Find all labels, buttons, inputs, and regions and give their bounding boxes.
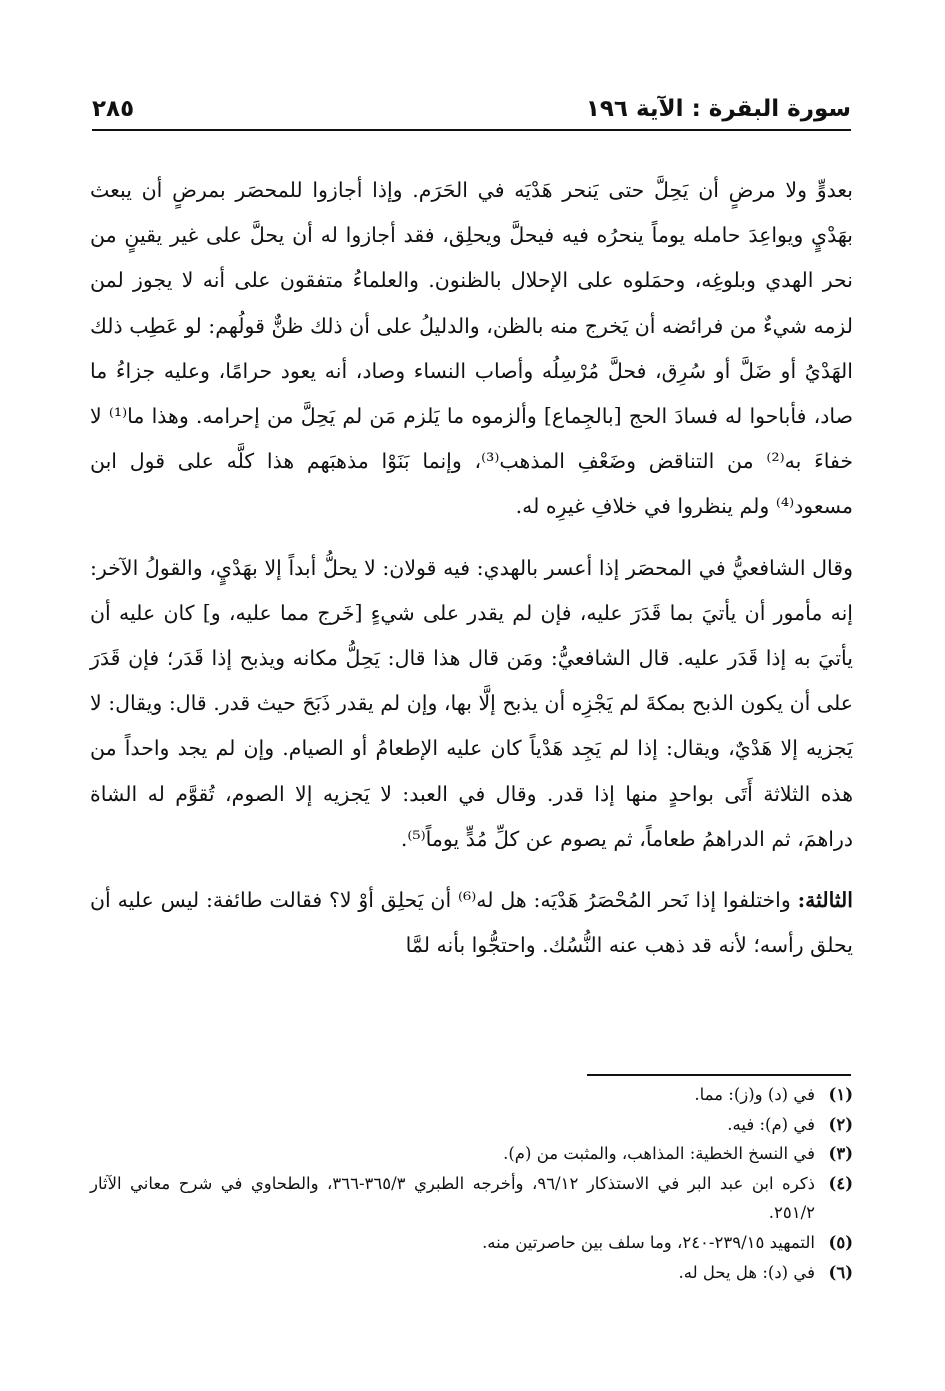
footnote [90,1258,853,1288]
footnote [90,1228,853,1258]
footnote-text: في (د) و(ز): مما. [694,1085,815,1104]
footnote-number: (١) [828,1085,853,1104]
footnote [90,1110,853,1140]
page-number: ٢٨٥ [92,96,135,122]
footnote-number: (٥) [828,1232,853,1252]
footnote-number: (٢) [828,1114,853,1134]
footnotes [90,1080,853,1287]
footnote [90,1139,853,1169]
paragraph: وقال الشافعيُّ في المحصَر إذا أعسر بالهدي: فيه قولان: لا يحلُّ أبداً إلا بهَدْيٍ، والقولُ الآخر: إنه مأمور أن يأتيَ بما قَدَرَ عليه، فإن لم يقدر على شيءٍ [خَرج مما عليه، و] كان عليه أن يأتيَ به إذا قَدَر عليه. قال الشافعيُّ: ومَن قال هذا قال: يَحِلُّ مكانه ويذبح إذا قَدَر؛ فإن قَدَرَ على أن يكون الذبح بمكةَ لم يَجْزِه أن يذبح إلَّا بها، وإن لم يقدر ذَبَحَ حيث قدر. قال: ويقال: لا يَجزيه إلا هَدْيٌ، ويقال: إذا لم يَجِد هَدْياً كان عليه الإطعامُ أو الصيام. وإن لم يجد واحداً من هذه الثلاثة أَتَى بواحدٍ منها إذا قدر. وقال في العبد: لا يَجزيه إلا الصوم، تُقوَّم له الشاة دراهمَ، ثم الدراهمُ طعاماً، ثم يصوم عن كلِّ مُدٍّ يوماً⁽⁵⁾. [90,555,853,851]
footnote-text: في (م): فيه. [727,1114,815,1134]
footnote-text: التمهيد ٢٣٩/١٥-٢٤٠، وما سلف بين حاصرتين منه. [482,1232,815,1252]
main-text [90,168,853,968]
page-header [92,92,851,126]
running-title: سورة البقرة : الآية ١٩٦ [585,96,851,122]
paragraph: بعدوٍّ ولا مرضٍ أن يَحِلَّ حتى يَنحر هَدْيَه في الحَرَم. وإذا أجازوا للمحصَر بمرضٍ أن يبعث بهَدْيٍ ويواعِدَ حامله يوماً ينحرُه فيه فيحلَّ ويحلِق، فقد أجازوا له أن يحلَّ على غير يقينٍ من نحر الهدي وبلوغِه، وحمَلوه على الإحلال بالظنون. والعلماءُ متفقون على أنه لا يجوز لمن لزمه شيءٌ من فرائضه أن يَخرج منه بالظن، والدليلُ على أن ذلك ظنٌّ قولُهم: لو عَطِب ذلك الهَدْيُ أو ضَلَّ أو سُرِق، فحلَّ مُرْسِلُه وأصاب النساء وصاد، أنه يعود حرامًا، وعليه جزاءُ ما صاد، فأباحوا له فسادَ الحج [بالجِماع] وألزموه ما يَلزم مَن لم يَحِلَّ من إحرامه. وهذا ما⁽¹⁾ لا خفاءَ به⁽²⁾ من التناقض وضَعْفِ المذهب⁽³⁾، وإنما بَنَوْا مذهبَهم هذا كلَّه على قول ابن مسعود⁽⁴⁾ ولم ينظروا في خلافِ غيرِه له. [90,178,854,519]
paragraph-text: واختلفوا إذا نَحر المُحْصَرُ هَدْيَه: هل له⁽⁶⁾ أن يَحلِق أوْ لا؟ فقالت طائفة: ليس عليه أن يحلق رأسه؛ لأنه قد ذهب عنه النُّسُك. واحتجُّوا بأنه لمَّا [90,888,853,958]
header-divider [92,129,851,131]
footnote-number: (٣) [828,1144,853,1164]
footnote-text: في (د): هل يحل له. [678,1262,815,1282]
footnote-number: (٤) [828,1173,853,1193]
footnote-divider [587,1074,851,1076]
footnote-number: (٦) [828,1262,853,1282]
paragraph [90,878,853,968]
footnote [90,1080,853,1110]
footnote-text: ذكره ابن عبد البر في الاستذكار ٩٦/١٢، وأخرجه الطبري ٣٦٥/٣-٣٦٦، والطحاوي في شرح معاني الآثار ٢٥١/٢. [90,1173,815,1223]
footnote-text: في النسخ الخطية: المذاهب، والمثبت من (م). [503,1144,815,1164]
footnote [90,1169,853,1228]
paragraph-lead: الثالثة: [797,888,853,913]
